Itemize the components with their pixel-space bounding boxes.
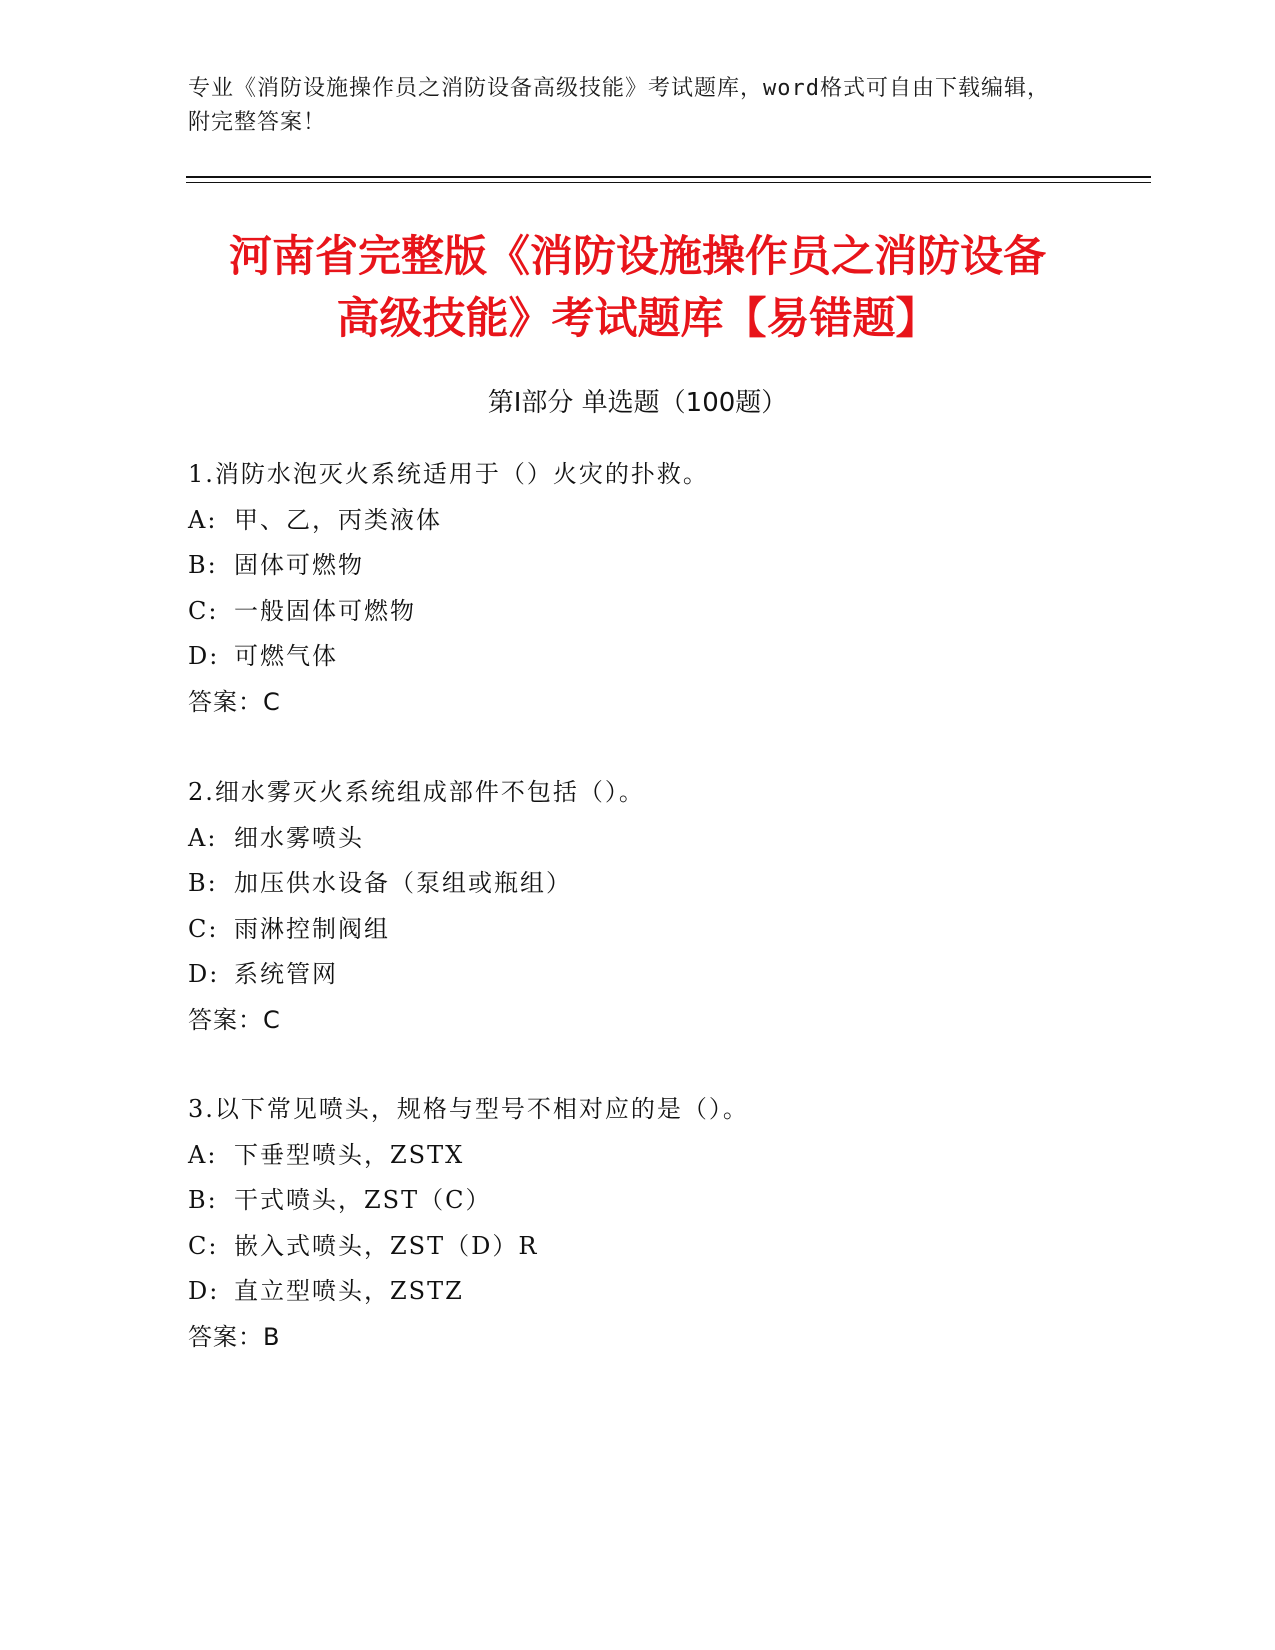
question-2 [188,770,1128,1043]
question-stem: 1.消防水泡灭火系统适用于（）火灾的扑救。 [188,460,709,488]
option-letter: D: [188,642,220,670]
option-letter: B: [188,869,218,897]
option-text: 甲、乙，丙类液体 [234,505,442,534]
option-c [188,1224,1128,1270]
option-text: 嵌入式喷头，ZST（D）R [234,1231,539,1260]
document-title-line-1: 河南省完整版《消防设施操作员之消防设备 [229,232,1046,282]
option-text: 加压供水设备（泵组或瓶组） [234,869,572,897]
answer-line: 答案：C [188,1005,281,1034]
section-heading: 第Ⅰ部分 单选题（100题） [487,388,788,418]
option-text: 细水雾喷头 [234,823,364,852]
option-b [188,861,1128,907]
option-b [188,543,1128,589]
option-a [188,816,1128,862]
header-rule-thin [186,182,1151,183]
question-1 [188,452,1128,725]
option-d [188,1269,1128,1315]
option-letter: C: [188,596,219,625]
option-a [188,1133,1128,1179]
option-text: 固体可燃物 [234,551,364,579]
question-3 [188,1087,1128,1360]
option-a [188,498,1128,544]
option-d [188,634,1128,680]
option-letter: D: [188,960,220,988]
option-d [188,952,1128,998]
option-letter: A: [188,505,218,534]
option-letter: B: [188,1186,218,1214]
option-text: 可燃气体 [234,642,338,670]
option-text: 系统管网 [234,960,338,988]
option-letter: D: [188,1277,220,1305]
option-b [188,1178,1128,1224]
option-text: 直立型喷头，ZSTZ [234,1277,464,1305]
document-title-line-2: 高级技能》考试题库【易错题】 [336,294,939,344]
option-letter: C: [188,914,219,943]
header-rule-thick [186,176,1151,178]
answer-line: 答案：C [188,687,281,716]
option-letter: A: [188,823,218,852]
option-text: 一般固体可燃物 [234,596,416,625]
option-letter: A: [188,1140,218,1169]
option-text: 雨淋控制阀组 [234,914,390,943]
option-c [188,907,1128,953]
option-text: 下垂型喷头，ZSTX [234,1140,465,1169]
document-title [150,226,1125,350]
option-c [188,589,1128,635]
option-text: 干式喷头，ZST（C） [234,1186,492,1214]
header-note: 专业《消防设施操作员之消防设备高级技能》考试题库，word格式可自由下载编辑，附完整答案！ [188,76,1050,135]
question-stem: 2.细水雾灭火系统组成部件不包括（）。 [188,778,645,806]
option-letter: C: [188,1231,219,1260]
question-stem: 3.以下常见喷头，规格与型号不相对应的是（）。 [188,1095,749,1123]
answer-line: 答案：B [188,1322,281,1351]
option-letter: B: [188,551,218,579]
